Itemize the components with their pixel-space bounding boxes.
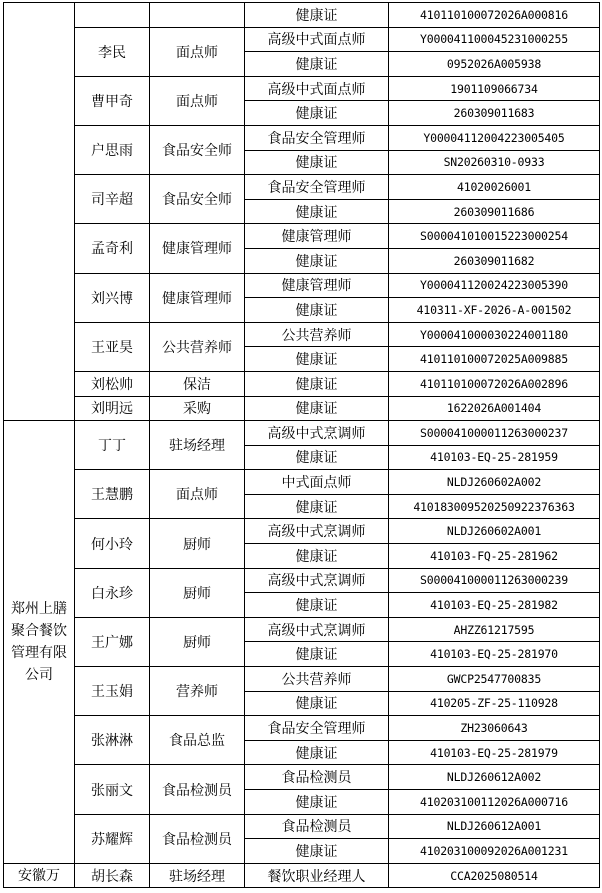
name-cell: 曹甲奇 <box>75 76 150 125</box>
name-cell: 王慧鹏 <box>75 470 150 519</box>
certificate-number-cell: Y00004100003022400118​0 <box>389 322 600 347</box>
certificate-number-cell: 260309011686 <box>389 199 600 224</box>
certificate-number-cell: 1901109066734 <box>389 76 600 101</box>
certificate-number-cell: ZH23060643 <box>389 716 600 741</box>
qualification-cell: 公共营养师 <box>245 667 389 692</box>
certificate-number-cell: Y000041120042230054​05 <box>389 125 600 150</box>
name-cell: 王玉娟 <box>75 667 150 716</box>
company-cell <box>4 421 75 864</box>
position-cell: 营养师 <box>150 667 245 716</box>
qualification-cell: 高级中式烹调师 <box>245 421 389 446</box>
position-cell: 厨师 <box>150 519 245 568</box>
position-cell: 面点师 <box>150 76 245 125</box>
certificate-number-cell: 410203100092026A001231 <box>389 839 600 864</box>
certificate-number-cell: S00004101001522300025​4 <box>389 224 600 249</box>
company-cell <box>4 863 75 888</box>
certificate-number-cell: Y00004110004523100025​5 <box>389 27 600 52</box>
certificate-number-cell: 260309011683 <box>389 101 600 126</box>
position-cell: 驻场经理 <box>150 863 245 888</box>
position-cell: 公共营养师 <box>150 322 245 371</box>
qualification-cell: 健康证 <box>245 150 389 175</box>
certificate-number-cell: 410103-EQ-25-281970 <box>389 642 600 667</box>
position-cell: 健康管理师 <box>150 224 245 273</box>
qualification-cell: 中式面点师 <box>245 470 389 495</box>
table-row <box>4 27 600 52</box>
qualification-cell: 健康证 <box>245 298 389 323</box>
certificate-number-cell: 0952026A005938 <box>389 52 600 77</box>
qualification-cell: 健康证 <box>245 445 389 470</box>
name-cell: 何小玲 <box>75 519 150 568</box>
qualification-cell: 健康证 <box>245 494 389 519</box>
certificate-number-cell: AHZZ61217595 <box>389 617 600 642</box>
qualification-cell: 健康证 <box>245 248 389 273</box>
qualification-cell: 健康管理师 <box>245 224 389 249</box>
table-row <box>4 273 600 298</box>
table-row <box>4 617 600 642</box>
table-row <box>4 765 600 790</box>
certificate-number-cell: 1622026A001404 <box>389 396 600 421</box>
position-cell: 健康管理师 <box>150 273 245 322</box>
certificate-number-cell: NLDJ260602A002 <box>389 470 600 495</box>
certificate-number-cell: 410110100072026A000816 <box>389 3 600 28</box>
name-cell: 张丽文 <box>75 765 150 814</box>
table-row <box>4 76 600 101</box>
certificate-number-cell: 410205-ZF-25-110928 <box>389 691 600 716</box>
company-name: 郑州上膳聚合餐饮管理有限公司 <box>11 600 67 683</box>
position-cell: 驻场经理 <box>150 421 245 470</box>
name-cell: 胡长森 <box>75 863 150 888</box>
name-cell: 刘明远 <box>75 396 150 421</box>
table-row <box>4 3 600 28</box>
table-row <box>4 322 600 347</box>
certificate-number-cell: Y00004112002422300539​0 <box>389 273 600 298</box>
certificate-number-cell: 410110100072025A009885 <box>389 347 600 372</box>
qualification-cell: 高级中式烹调师 <box>245 519 389 544</box>
position-cell: 厨师 <box>150 617 245 666</box>
certificate-number-cell: 410103-EQ-25-281979 <box>389 740 600 765</box>
certificate-number-cell: GWCP2547700835 <box>389 667 600 692</box>
qualification-cell: 健康证 <box>245 52 389 77</box>
position-cell: 采购 <box>150 396 245 421</box>
name-cell: 白永珍 <box>75 568 150 617</box>
position-cell: 食品检测员 <box>150 765 245 814</box>
qualification-cell: 食品安全管理师 <box>245 175 389 200</box>
qualification-cell: 健康证 <box>245 371 389 396</box>
table-row <box>4 371 600 396</box>
position-cell: 食品安全师 <box>150 125 245 174</box>
table-row <box>4 125 600 150</box>
qualification-cell: 健康证 <box>245 642 389 667</box>
qualification-cell: 健康证 <box>245 347 389 372</box>
table-row <box>4 470 600 495</box>
table-row <box>4 224 600 249</box>
qualification-cell: 健康证 <box>245 101 389 126</box>
qualification-cell: 健康证 <box>245 839 389 864</box>
name-cell: 王亚昊 <box>75 322 150 371</box>
name-cell: 刘兴博 <box>75 273 150 322</box>
name-cell: 司辛超 <box>75 175 150 224</box>
position-cell: 厨师 <box>150 568 245 617</box>
position-cell: 保洁 <box>150 371 245 396</box>
qualification-cell: 健康证 <box>245 396 389 421</box>
table-row <box>4 396 600 421</box>
certificate-number-cell: S00004100001126300023​7 <box>389 421 600 446</box>
position-cell: 面点师 <box>150 27 245 76</box>
qualification-cell: 健康证 <box>245 544 389 569</box>
table-row <box>4 667 600 692</box>
name-cell: 孟奇利 <box>75 224 150 273</box>
position-cell: 食品安全师 <box>150 175 245 224</box>
qualification-cell: 高级中式面点师 <box>245 76 389 101</box>
qualification-cell: 健康证 <box>245 199 389 224</box>
table-row <box>4 519 600 544</box>
certificate-number-cell: 41018300952025092237636​3 <box>389 494 600 519</box>
certificate-number-cell: 410311-XF-2026-A-001502 <box>389 298 600 323</box>
certificate-number-cell: NLDJ260612A002 <box>389 765 600 790</box>
qualification-cell: 高级中式烹调师 <box>245 617 389 642</box>
certificate-number-cell: 410103-EQ-25-281959 <box>389 445 600 470</box>
certificate-number-cell: 410110100072026A002896 <box>389 371 600 396</box>
qualification-cell: 健康证 <box>245 593 389 618</box>
certificate-number-cell: 410103-FQ-25-281962 <box>389 544 600 569</box>
table-row <box>4 175 600 200</box>
qualification-cell: 健康管理师 <box>245 273 389 298</box>
name-cell: 李民 <box>75 27 150 76</box>
qualification-cell: 健康证 <box>245 3 389 28</box>
table-row <box>4 814 600 839</box>
certificate-number-cell: NLDJ260602A001 <box>389 519 600 544</box>
qualification-cell: 高级中式面点师 <box>245 27 389 52</box>
name-cell <box>75 3 150 28</box>
qualification-cell: 高级中式烹调师 <box>245 568 389 593</box>
staff-certificate-table <box>3 2 600 888</box>
qualification-cell: 健康证 <box>245 790 389 815</box>
qualification-cell: 餐饮职业经理人 <box>245 863 389 888</box>
name-cell: 户思雨 <box>75 125 150 174</box>
name-cell: 丁丁 <box>75 421 150 470</box>
qualification-cell: 食品检测员 <box>245 765 389 790</box>
certificate-number-cell: 260309011682 <box>389 248 600 273</box>
qualification-cell: 食品安全管理师 <box>245 716 389 741</box>
position-cell: 面点师 <box>150 470 245 519</box>
name-cell: 苏耀辉 <box>75 814 150 863</box>
certificate-number-cell: NLDJ260612A001 <box>389 814 600 839</box>
name-cell: 刘松帅 <box>75 371 150 396</box>
company-name: 安徽万 <box>18 867 60 884</box>
qualification-cell: 公共营养师 <box>245 322 389 347</box>
certificate-number-cell: CCA2025080514 <box>389 863 600 888</box>
table-row <box>4 716 600 741</box>
qualification-cell: 健康证 <box>245 691 389 716</box>
certificate-number-cell: 410203100112026A000716 <box>389 790 600 815</box>
name-cell: 王广娜 <box>75 617 150 666</box>
qualification-cell: 食品安全管理师 <box>245 125 389 150</box>
certificate-number-cell: SN20260310-0933 <box>389 150 600 175</box>
position-cell: 食品总监 <box>150 716 245 765</box>
table-row <box>4 863 600 888</box>
table-row <box>4 568 600 593</box>
qualification-cell: 健康证 <box>245 740 389 765</box>
company-cell <box>4 3 75 421</box>
position-cell <box>150 3 245 28</box>
certificate-number-cell: S00004100001126300023​9 <box>389 568 600 593</box>
certificate-number-cell: 410103-EQ-25-281982 <box>389 593 600 618</box>
name-cell: 张淋淋 <box>75 716 150 765</box>
certificate-number-cell: 41020026001 <box>389 175 600 200</box>
position-cell: 食品检测员 <box>150 814 245 863</box>
table-row <box>4 421 600 446</box>
qualification-cell: 食品检测员 <box>245 814 389 839</box>
